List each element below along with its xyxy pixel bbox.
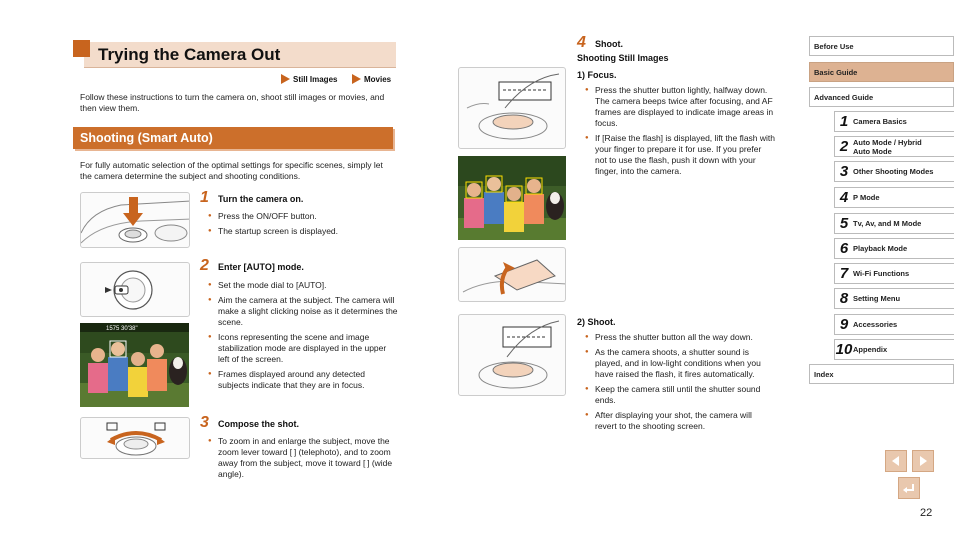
list-item: ● As the camera shoots, a shutter sound is played, and in low-light conditions when you have raised the flash, it fires automatically. (585, 347, 775, 380)
chapter-auto-mode[interactable]: 2 Auto Mode / Hybrid Auto Mode (834, 136, 954, 157)
arrow-right-icon (352, 74, 361, 84)
step-number: 2 (200, 257, 209, 274)
list-item: ● Icons representing the scene and image stabilization mode are displayed in the upper left of the screen. (208, 332, 398, 365)
chapter-other-shooting-modes[interactable]: 3 Other Shooting Modes (834, 161, 954, 182)
prev-page-icon (890, 455, 902, 467)
step-number: 4 (577, 34, 586, 51)
return-button[interactable] (898, 477, 920, 499)
shutter-half-press-illustration (458, 67, 566, 149)
list-item: ● Press the ON/OFF button. (208, 211, 398, 222)
nav-basic-guide[interactable]: Basic Guide (809, 62, 954, 82)
title-marker (73, 40, 90, 57)
shutter-full-press-illustration (458, 314, 566, 396)
list-item: ● Set the mode dial to [AUTO]. (208, 280, 398, 291)
step-title: Shoot. (595, 39, 623, 49)
section-intro: For fully automatic selection of the optimal settings for specific scenes, simply let the camera determine the subject and shooting conditions. (80, 160, 383, 181)
lcd-readout: 1575 30'38" (106, 326, 138, 332)
step-number: 3 (200, 414, 209, 431)
substep-2-bullets (585, 332, 775, 436)
substep-1-bullets (585, 85, 775, 181)
return-icon (902, 481, 916, 495)
list-item: ● Press the shutter button lightly, halfway down. The camera beeps twice after focusing, and AF frames are displayed to indicate image areas in focus. (585, 85, 775, 129)
section-title: Shooting (Smart Auto) (80, 131, 213, 145)
chapter-setting-menu[interactable]: 8 Setting Menu (834, 288, 954, 309)
list-item: ● Keep the camera still until the shutter sound ends. (585, 384, 775, 406)
page-number: 22 (920, 507, 933, 519)
next-page-icon (917, 455, 929, 467)
chapter-accessories[interactable]: 9 Accessories (834, 314, 954, 335)
chapter-p-mode[interactable]: 4 P Mode (834, 187, 954, 208)
prev-page-button[interactable] (885, 450, 907, 472)
nav-index[interactable]: Index (809, 364, 954, 384)
af-frames-photo (458, 156, 566, 240)
nav-before-use[interactable]: Before Use (809, 36, 954, 56)
step-title: Turn the camera on. (218, 194, 304, 204)
list-item: ● To zoom in and enlarge the subject, move the zoom lever toward [ ] (telephoto), and to zoom away from the subject, move it toward [ ] (wide angle). (208, 436, 398, 480)
zoom-lever-illustration (80, 417, 190, 459)
list-item: ● The startup screen is displayed. (208, 226, 398, 237)
chapter-wifi-functions[interactable]: 7 Wi-Fi Functions (834, 263, 954, 284)
step-number: 1 (200, 189, 209, 206)
arrow-right-icon (281, 74, 290, 84)
chapter-playback-mode[interactable]: 6 Playback Mode (834, 238, 954, 259)
nav-advanced-guide[interactable]: Advanced Guide (809, 87, 954, 107)
intro-text: Follow these instructions to turn the camera on, shoot still images or movies, and then view them. (80, 92, 385, 113)
mode-dial-illustration (80, 262, 190, 317)
movies-link[interactable]: Movies (352, 74, 391, 84)
step-title: Enter [AUTO] mode. (218, 262, 304, 272)
list-item: ● Frames displayed around any detected subjects indicate that they are in focus. (208, 369, 398, 391)
still-images-link[interactable]: Still Images (281, 74, 337, 84)
list-item: ● Press the shutter button all the way down. (585, 332, 775, 343)
next-page-button[interactable] (912, 450, 934, 472)
raise-flash-illustration (458, 247, 566, 302)
step-subtitle: Shooting Still Images (577, 53, 669, 63)
list-item: ● Aim the camera at the subject. The camera will make a slight clicking noise as it determines the scene. (208, 295, 398, 328)
substep-label: 1) Focus. (577, 70, 617, 80)
step-title: Compose the shot. (218, 419, 300, 429)
list-item: ● If [Raise the flash] is displayed, lift the flash with your finger to prepare it for use. If you prefer not to use the flash, push it down with your finger, into the camera. (585, 133, 775, 177)
page-title: Trying the Camera Out (98, 45, 281, 64)
step-1-bullets (208, 211, 398, 241)
camera-top-illustration (80, 192, 190, 248)
lcd-photo-kids (80, 323, 189, 407)
chapter-appendix[interactable]: 10 Appendix (834, 339, 954, 360)
list-item: ● After displaying your shot, the camera will revert to the shooting screen. (585, 410, 775, 432)
chapter-camera-basics[interactable]: 1 Camera Basics (834, 111, 954, 132)
step-2-bullets (208, 280, 398, 395)
substep-label: 2) Shoot. (577, 317, 616, 327)
step-3-bullets (208, 436, 398, 484)
chapter-tv-av-m-mode[interactable]: 5 Tv, Av, and M Mode (834, 213, 954, 234)
